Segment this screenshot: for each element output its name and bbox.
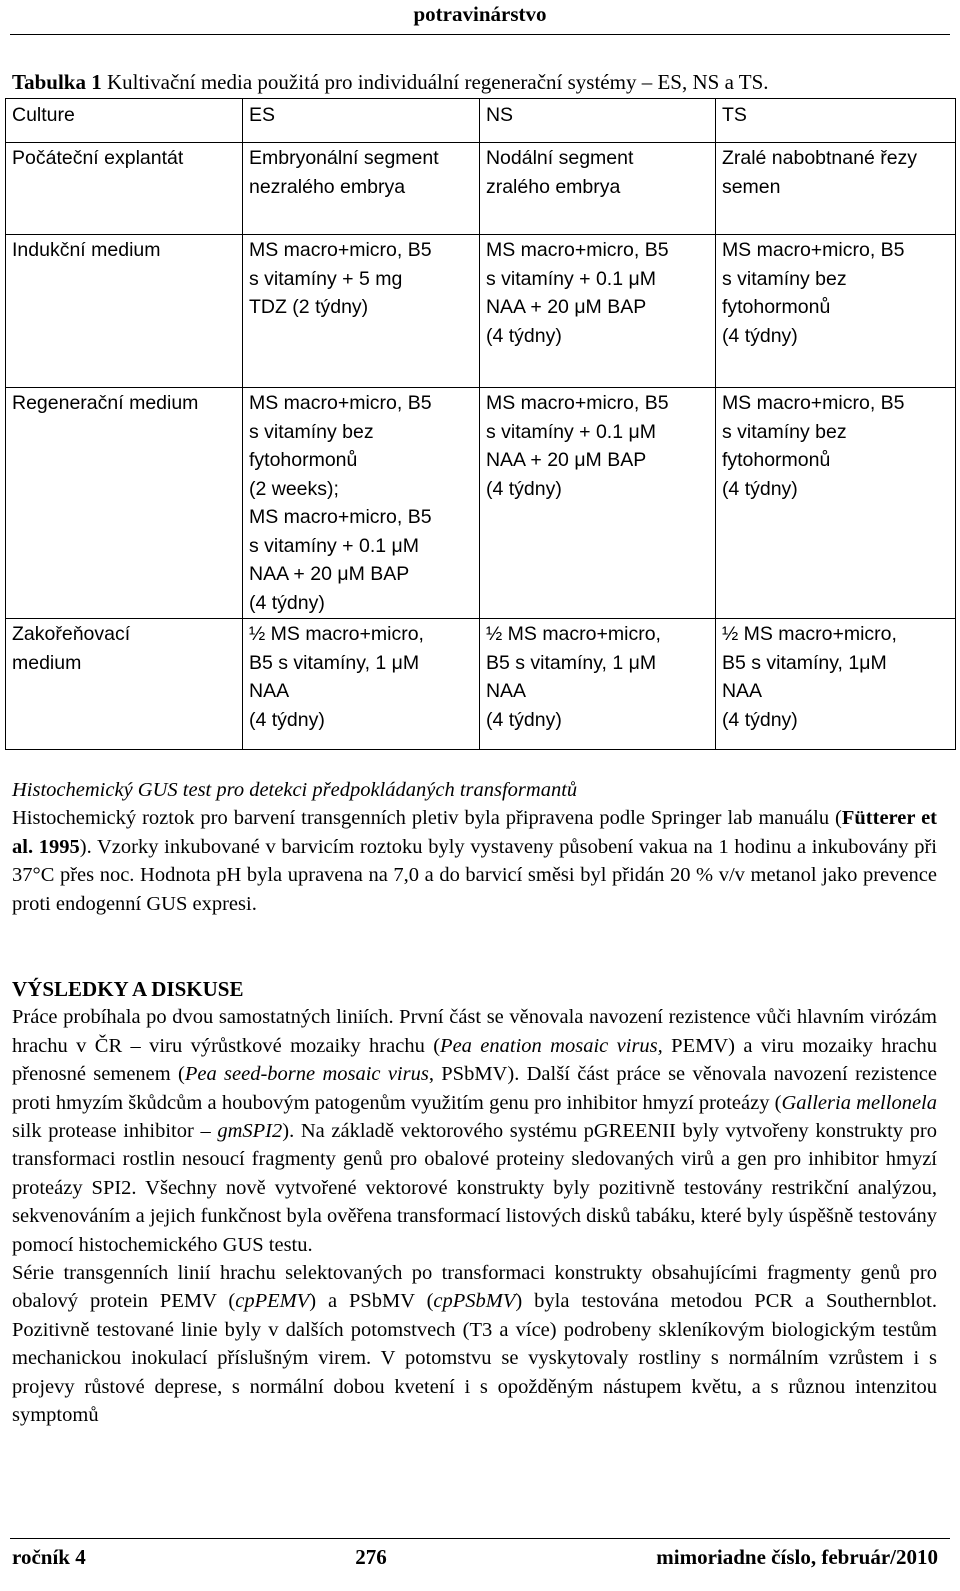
table-cell-line: MS macro+micro, B5 (721, 239, 905, 261)
table-cell-line: MS macro+micro, B5 (248, 392, 432, 414)
table-cell (715, 619, 955, 750)
table-cell (6, 619, 243, 750)
results-text-a4: silk protease inhibitor – (12, 1120, 218, 1143)
table-cell-line: (4 týdny) (248, 708, 325, 731)
table-cell-line: MS macro+micro, B5 (485, 392, 669, 414)
table-cell (479, 143, 715, 235)
table-cell-line: s vitamíny + 0.1 μM (485, 420, 656, 443)
results-paragraph-1 (12, 1003, 937, 1259)
table-cell (6, 388, 243, 619)
table-cell-line: fytohormonů (248, 449, 358, 471)
results-text-a2: PEMV) a viru mozaiky hrachu přenosné semenem ( (12, 1034, 937, 1086)
table-cell-line: s vitamíny + 5 mg (248, 267, 403, 290)
table-cell-line: Zakořeňovací (12, 623, 131, 645)
table-cell (479, 388, 715, 619)
table-row (6, 143, 956, 235)
table-cell-line: ½ MS macro+micro, (248, 623, 424, 645)
table-cell (479, 235, 715, 388)
table-cell-line: MS macro+micro, B5 (248, 506, 432, 528)
table-cell (242, 99, 479, 143)
results-text-b2: ) a PSbMV ( (309, 1290, 434, 1313)
table-cell-line: B5 s vitamíny, 1 μM (485, 651, 657, 674)
table-cell (6, 143, 243, 235)
gus-text-2: ). Vzorky inkubované v barvicím roztoku byly vystaveny působení vakua na 1 hodinu a inkubovány při 37°C přes noc. Hodnota pH byla upravena na 7,0 a do barvicí směsi byl přidán 20 % v/v metanol jako prevence proti endogenní GUS expresi. (12, 835, 937, 915)
table-cell-line: (2 weeks); (248, 477, 339, 500)
table-cell-line: Culture (12, 104, 75, 126)
table-cell-line: TS (721, 104, 747, 126)
table-cell-line: Regenerační medium (12, 392, 199, 414)
table-cell-line: TDZ (2 týdny) (248, 296, 369, 318)
table-cell (6, 99, 243, 143)
table-caption-label: Tabulka 1 (12, 70, 102, 94)
table-cell-line: NS (485, 104, 514, 126)
table-cell-line: Počáteční explantát (12, 147, 184, 169)
table-cell (715, 235, 955, 388)
table-cell (242, 143, 479, 235)
table-cell-line: (4 týdny) (721, 708, 798, 731)
table-cell-line: NAA + 20 μM BAP (485, 296, 647, 318)
table-cell-line: Embryonální segment (248, 147, 439, 169)
table-cell-line: semen (721, 175, 781, 198)
table-cell (479, 99, 715, 143)
results-text-b1: Série transgenních linií hrachu selektovaných po transformaci konstrukty obsahujícími fragmenty genů pro obalový protein PEMV ( (12, 1262, 937, 1313)
footer-issue: mimoriadne číslo, február/2010 (656, 1545, 938, 1569)
table-row (6, 99, 956, 143)
table-caption-text: Kultivační media použitá pro individuální regenerační systémy – ES, NS a TS. (101, 70, 769, 94)
table-cell-line: (4 týdny) (721, 477, 798, 500)
table-cell-line: MS macro+micro, B5 (721, 392, 905, 414)
table-cell (715, 143, 955, 235)
footer-divider (10, 1538, 950, 1539)
table-cell (715, 99, 955, 143)
table-cell-line: (4 týdny) (248, 591, 325, 614)
table-cell-line: ½ MS macro+micro, (485, 623, 661, 645)
table-cell-line: medium (12, 651, 82, 674)
table-caption (12, 70, 769, 95)
table-cell-line: fytohormonů (721, 449, 831, 471)
table-cell (715, 388, 955, 619)
table-row (6, 235, 956, 388)
cppemv-name: cpPEMV (235, 1290, 310, 1313)
page-footer (12, 1545, 938, 1570)
table-row (6, 619, 956, 750)
gus-section (12, 776, 937, 918)
results-text-a3: , PSbMV). Další část práce se věnovala navození rezistence proti hmyzím škůdcům a houbovým patogenům využitím genu pro inhibitor hmyzí proteázy ( (12, 1063, 938, 1114)
table-cell-line: zralého embrya (485, 175, 621, 198)
citation-futterer: Fütterer et al. 1995 (12, 807, 937, 858)
results-heading: VÝSLEDKY A DISKUSE (12, 977, 244, 1001)
table-cell-line: ES (248, 104, 275, 126)
header-divider (10, 34, 950, 35)
table-cell-line: NAA + 20 μM BAP (485, 449, 647, 471)
table-cell-line: s vitamíny + 0.1 μM (485, 267, 656, 290)
table-cell-line: B5 s vitamíny, 1 μM (248, 651, 420, 674)
table-row (6, 388, 956, 619)
table-cell (242, 619, 479, 750)
table-cell-line: (4 týdny) (721, 324, 798, 347)
results-section (12, 975, 937, 1430)
table-cell (242, 235, 479, 388)
galleria-name: Galleria mellonela (781, 1091, 937, 1114)
footer-page-number: 276 (355, 1545, 387, 1569)
psbmv-name: Pea seed-borne mosaic virus (184, 1063, 429, 1086)
journal-title: potravinárstvo (413, 2, 547, 26)
table-cell (6, 235, 243, 388)
gmspi2-name: gmSPI2 (217, 1120, 283, 1143)
pemv-name: Pea enation mosaic virus, (440, 1034, 663, 1057)
table-cell-line: MS macro+micro, B5 (485, 239, 669, 261)
table-cell (479, 619, 715, 750)
media-table-body (6, 99, 956, 750)
table-cell-line: fytohormonů (721, 296, 831, 318)
table-cell-line: (4 týdny) (485, 324, 562, 347)
footer-volume: ročník 4 (12, 1545, 86, 1569)
table-cell-line: (4 týdny) (485, 477, 562, 500)
table-cell-line: ½ MS macro+micro, (721, 623, 897, 645)
table-cell-line: B5 s vitamíny, 1μM (721, 651, 887, 674)
table-cell-line: Indukční medium (12, 239, 161, 261)
table-cell-line: nezralého embrya (248, 175, 406, 198)
table-cell-line: NAA + 20 μM BAP (248, 563, 410, 585)
gus-heading: Histochemický GUS test pro detekci předpokládaných transformantů (12, 779, 578, 801)
results-text-b3: ) byla testována metodou PCR a Southernblot. Pozitivně testované linie byly v dalších potomstvech (T3 a více) podrobeny skleníkovým biologickým testům mechanickou inokulací příslušným virem. V potomstvu se vyskytovaly rostliny s normálním vzrůstem i s projevy růstové deprese, s normální dobou kvetení i s opožděným nástupem květu, a s různou intenzitou symptomů (12, 1290, 937, 1427)
table-cell-line: NAA (248, 680, 290, 702)
gus-paragraph (12, 804, 937, 918)
table-cell-line: MS macro+micro, B5 (248, 239, 432, 261)
table-cell-line: Nodální segment (485, 147, 634, 169)
results-text-a1: Práce probíhala po dvou samostatných liniích. První část se věnovala navození rezistence vůči hlavním virózám hrachu v ČR – viru výrůstkové mozaiky hrachu ( (12, 1006, 937, 1057)
media-table (5, 98, 956, 750)
gus-text-1: Histochemický roztok pro barvení transgenních pletiv byla připravena podle Springer lab manuálu ( (12, 807, 842, 830)
table-cell (242, 388, 479, 619)
cppsbmv-name: cpPSbMV (433, 1290, 516, 1313)
table-cell-line: s vitamíny + 0.1 μM (248, 534, 419, 557)
results-text-a5: ). Na základě vektorového systému pGREENII byly vytvořeny konstrukty pro transformaci rostlin nesoucí fragmenty genů pro obalové proteiny sledovaných virů a gen pro inhibitor hmyzí proteázy SPI2. Všechny nově vytvořené vektorové konstrukty byly pozitivně testovány restrikční analýzou, sekvenováním a jejich funkčnost byla ověřena transformací listových disků tabáku, které byly úspěšně testovány pomocí histochemického GUS testu. (12, 1120, 937, 1256)
table-cell-line: NAA (721, 680, 763, 702)
table-cell-line: s vitamíny bez (721, 267, 847, 290)
table-cell-line: NAA (485, 680, 527, 702)
table-cell-line: s vitamíny bez (721, 420, 847, 443)
table-cell-line: Zralé nabobtnané řezy (721, 147, 918, 169)
table-cell-line: s vitamíny bez (248, 420, 374, 443)
table-cell-line: (4 týdny) (485, 708, 562, 731)
results-paragraph-2 (12, 1259, 937, 1429)
